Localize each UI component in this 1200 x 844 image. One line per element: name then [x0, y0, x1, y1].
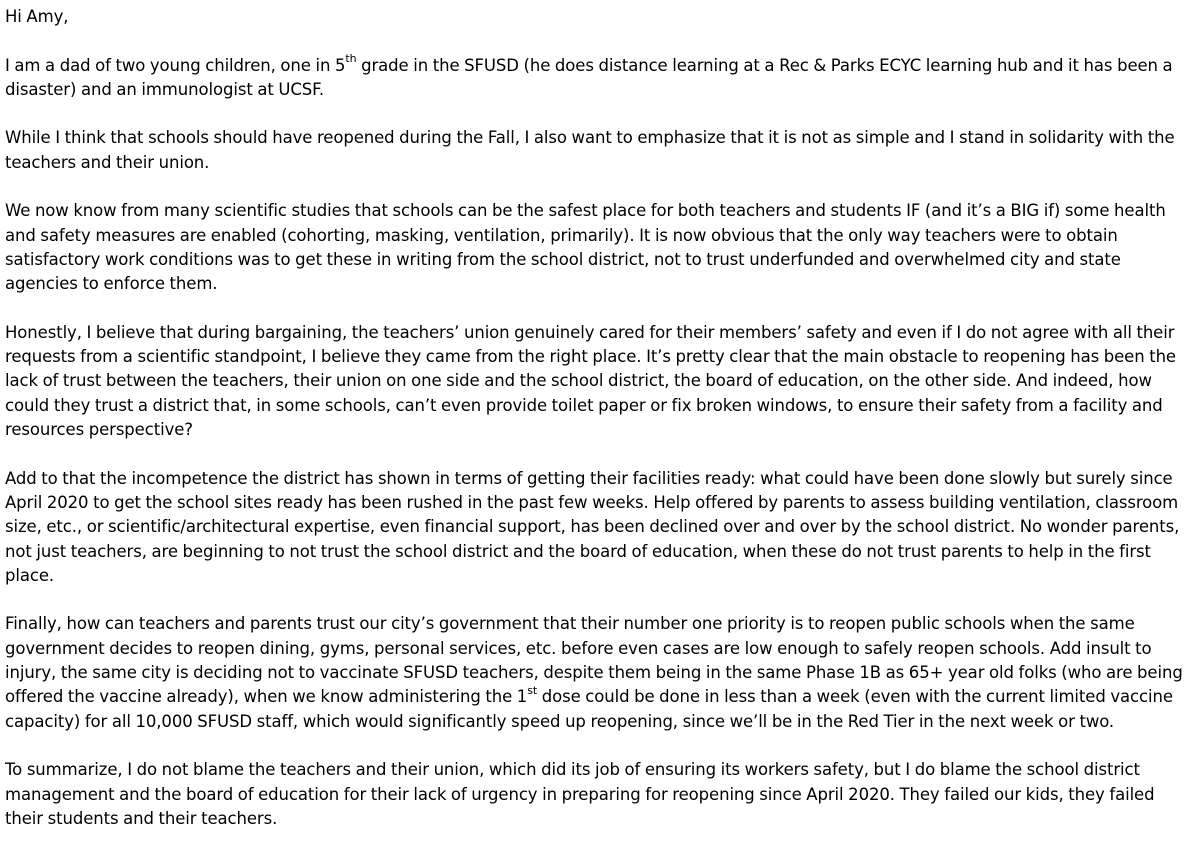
- paragraph-safety-measures: We now know from many scientific studies that schools can be the safest place for both teachers and students IF (and it’s a BIG if) some health and safety measures are enabled (cohorting, masking, ventilation, primarily). It is now obvious that the only way teachers were to obtain satisfactory work conditions was to get these in writing from the school district, not to trust underfunded and overwhelmed city and state agencies to enforce them.: [5, 201, 1166, 294]
- paragraph-summary: To summarize, I do not blame the teachers and their union, which did its job of ensuring its workers safety, but I do blame the school district management and the board of education for their lack of urgency in preparing for reopening since April 2020. They failed our kids, they failed their students and their teachers.: [5, 760, 1155, 828]
- greeting: Hi Amy,: [5, 7, 69, 26]
- ordinal-suffix-th: th: [345, 52, 357, 66]
- paragraph-solidarity: While I think that schools should have reopened during the Fall, I also want to emphasize that it is not as simple and I stand in solidarity with the teachers and their union.: [5, 128, 1175, 172]
- paragraph-bargaining: Honestly, I believe that during bargaining, the teachers’ union genuinely cared for their members’ safety and even if I do not agree with all their requests from a scientific standpoint, I believe they came from the right place. It’s pretty clear that the main obstacle to reopening has been the lack of trust between the teachers, their union on one side and the school district, the board of education, on the other side. And indeed, how could they trust a district that, in some schools, can’t even provide toilet paper or fix broken windows, to ensure their safety from a facility and resources perspective?: [5, 322, 1176, 440]
- paragraph-city-government: [5, 612, 1194, 733]
- paragraph-introduction: [5, 54, 1194, 103]
- paragraph-introduction-text-2: grade in the SFUSD (he does distance learning at a Rec & Parks ECYC learning hub and it has been a disaster) and an immunologist at UCSF.: [5, 55, 1173, 99]
- paragraph-city-government-text-2: dose could be done in less than a week (even with the current limited vaccine capacity) for all 10,000 SFUSD staff, which would significantly speed up reopening, since we’ll be in the Red Tier in the next week or two.: [5, 687, 1173, 731]
- paragraph-district-incompetence: Add to that the incompetence the district has shown in terms of getting their facilities ready: what could have been done slowly but surely since April 2020 to get the school sites ready has been rushed in the past few weeks. Help offered by parents to assess building ventilation, classroom size, etc., or scientific/architectural expertise, even financial support, has been declined over and over by the school district. No wonder parents, not just teachers, are beginning to not trust the school district and the board of education, when these do not trust parents to help in the first place.: [5, 468, 1180, 585]
- ordinal-suffix-st: st: [527, 683, 538, 697]
- paragraph-introduction-text-1: I am a dad of two young children, one in 5: [5, 55, 346, 75]
- paragraph-city-government-text-1: Finally, how can teachers and parents trust our city’s government that their number one priority is to reopen public schools when the same government decides to reopen dining, gyms, personal services, etc. before even cases are low enough to safely reopen schools. Add insult to injury, the same city is deciding not to vaccinate SFUSD teachers, despite them being in the same Phase 1B as 65+ year old folks (who are being offered the vaccine already), when we know administering the 1: [5, 614, 1183, 707]
